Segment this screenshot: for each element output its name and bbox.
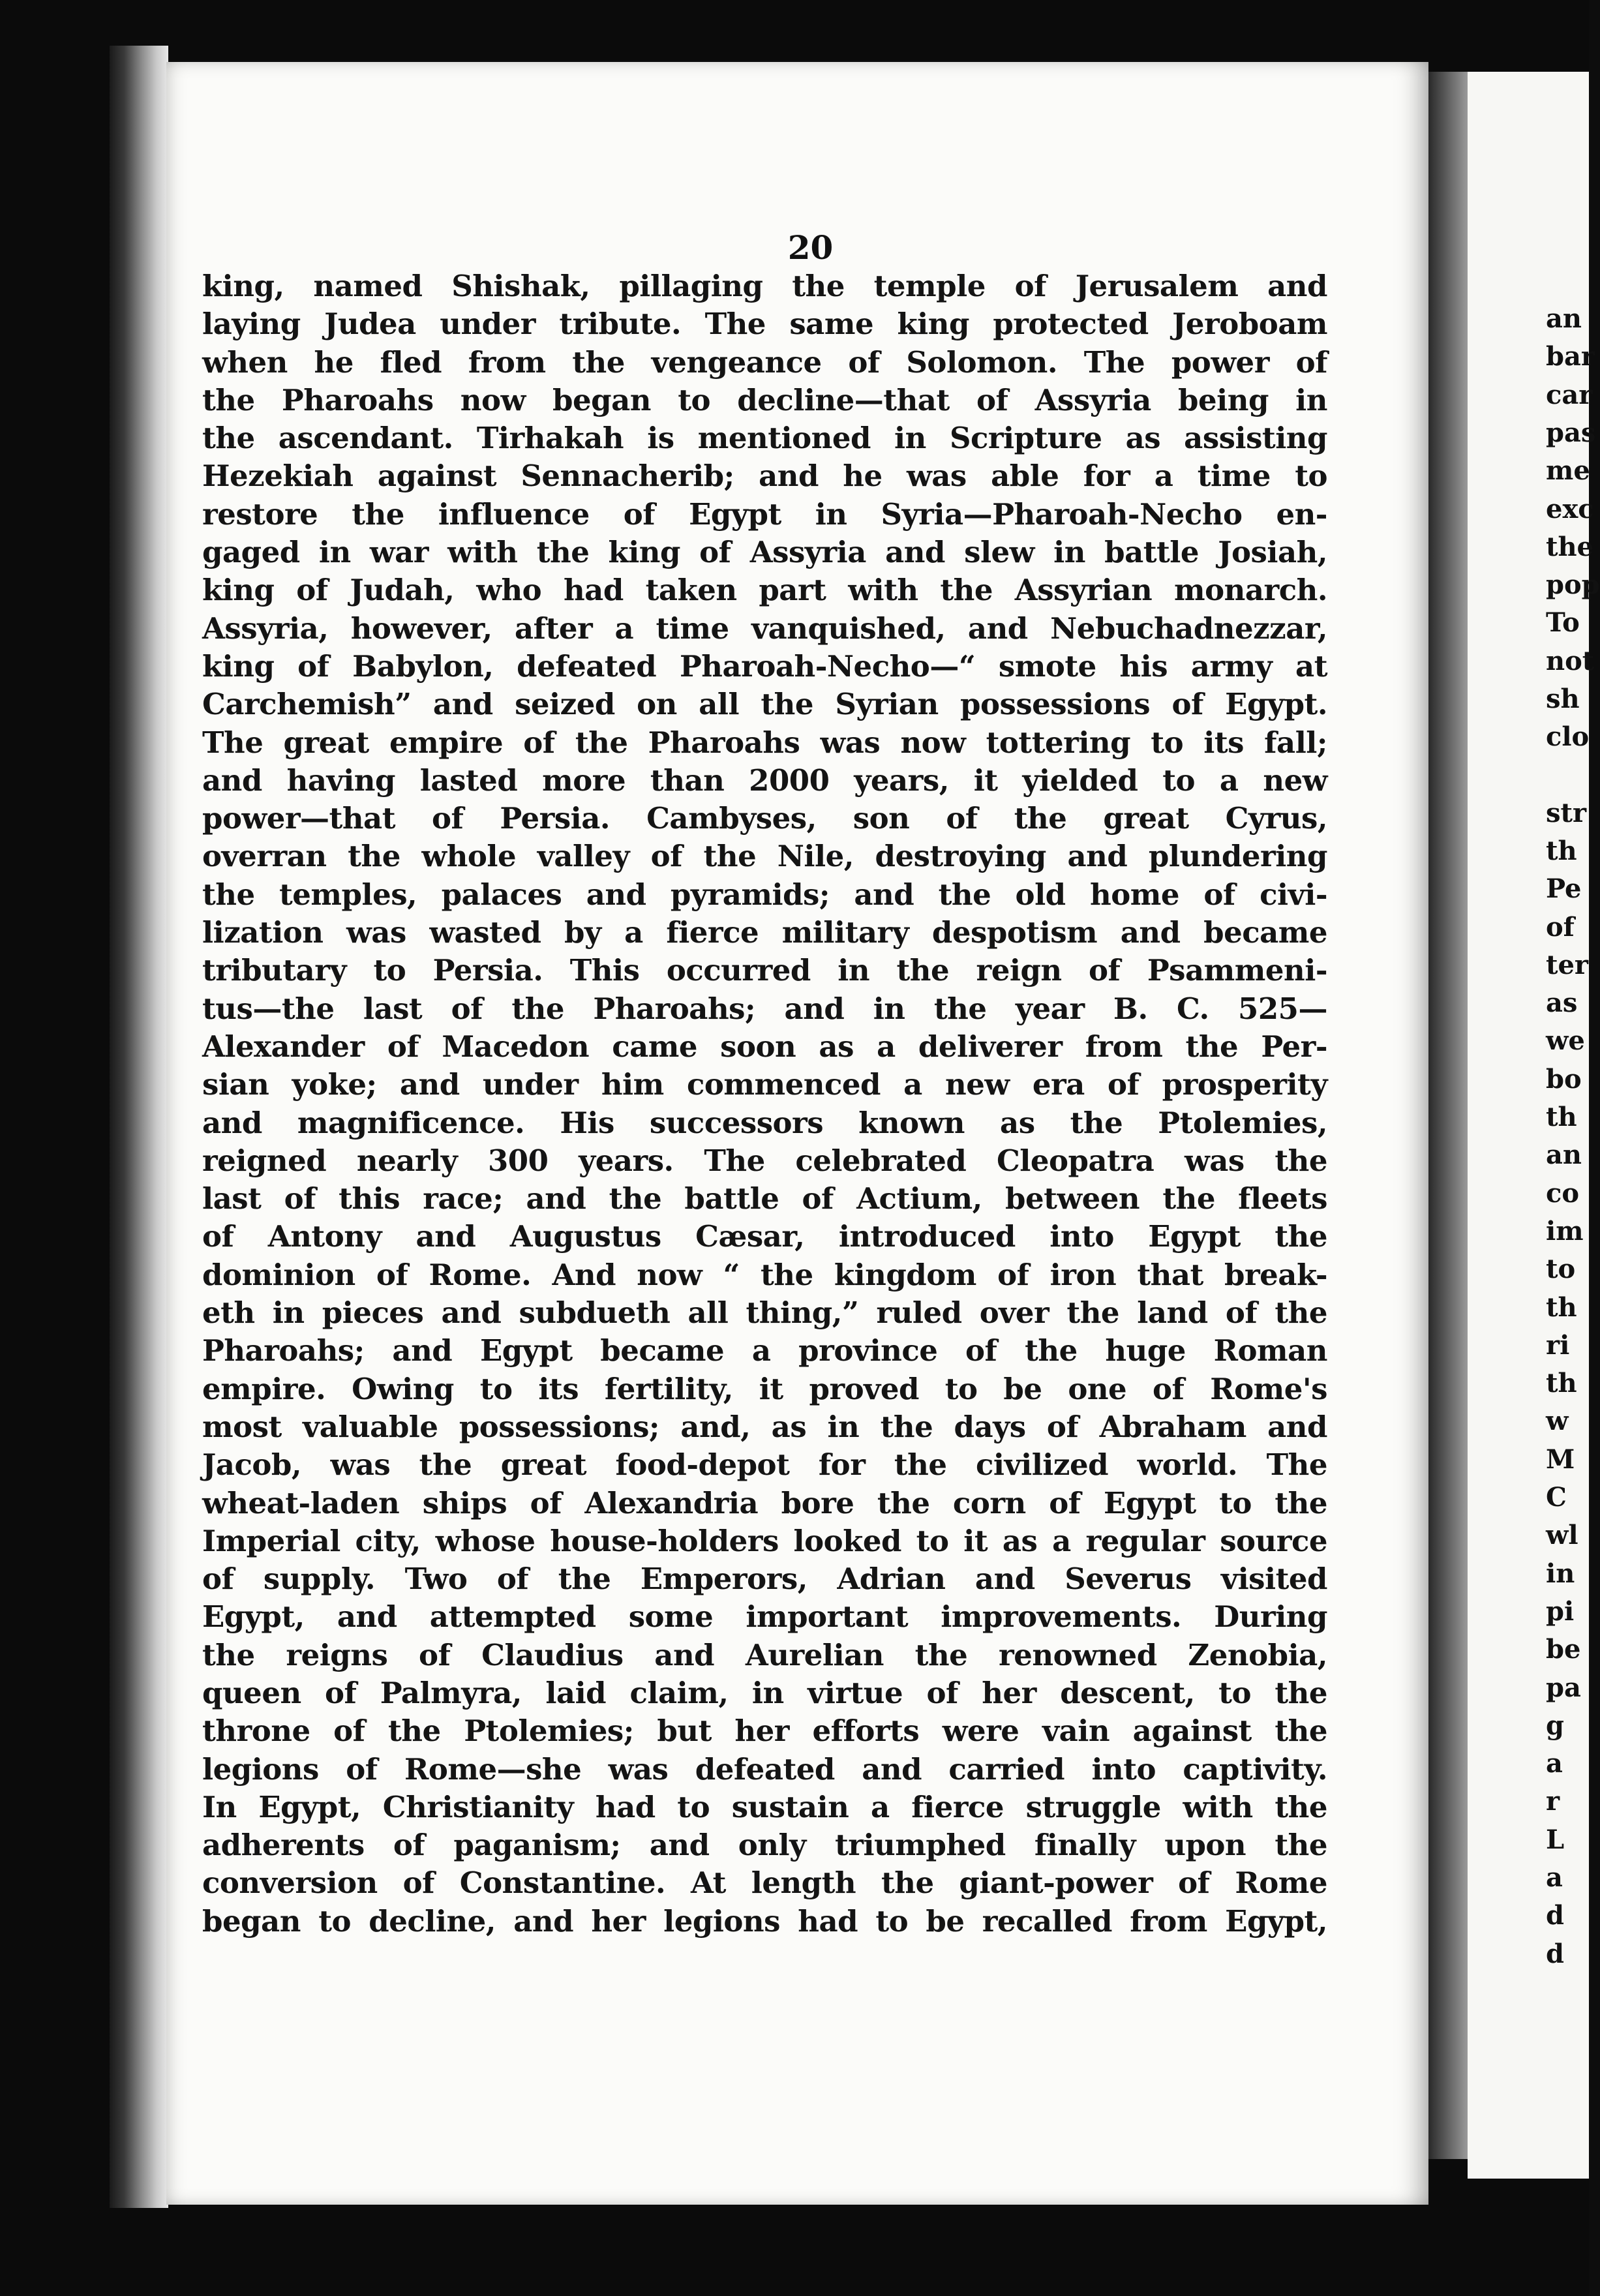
- facing-page-fragment: bar: [1546, 341, 1595, 372]
- text-line: Pharoahs; and Egypt became a province of the huge Roman: [202, 1333, 1327, 1368]
- facing-page-fragment: im: [1546, 1215, 1584, 1246]
- text-line: last of this race; and the battle of Actium, between the fleets: [202, 1181, 1327, 1216]
- facing-page-fragment: an: [1546, 303, 1582, 334]
- text-line: king of Babylon, defeated Pharoah-Necho—“ smote his army at: [202, 648, 1327, 684]
- text-line: Egypt, and attempted some important improvements. During: [202, 1599, 1327, 1635]
- facing-page-fragment: to: [1546, 1254, 1576, 1285]
- text-line: of supply. Two of the Emperors, Adrian and Severus visited: [202, 1562, 1327, 1597]
- text-line: king, named Shishak, pillaging the temple of Jerusalem and: [202, 269, 1327, 303]
- text-line: tus—the last of the Pharoahs; and in the year B. C. 525—: [202, 991, 1327, 1026]
- text-line: and magnificence. His successors known as the Ptolemies,: [202, 1105, 1327, 1140]
- facing-page-fragment: r: [1546, 1786, 1560, 1817]
- text-line: dominion of Rome. And now “ the kingdom of iron that break-: [202, 1257, 1327, 1292]
- facing-page-fragment: pop: [1546, 569, 1600, 601]
- text-line: the Pharoahs now began to decline—that of Assyria being in: [202, 382, 1327, 417]
- text-line: eth in pieces and subdueth all thing,” ruled over the land of the: [202, 1295, 1327, 1331]
- text-line: queen of Palmyra, laid claim, in virtue of her descent, to the: [202, 1675, 1327, 1710]
- facing-page-fragment: the: [1546, 531, 1594, 562]
- text-line: Carchemish” and seized on all the Syrian possessions of Egypt.: [202, 687, 1327, 722]
- text-line: reigned nearly 300 years. The celebrated Cleopatra was the: [202, 1143, 1327, 1178]
- facing-page-fragment: exc: [1546, 493, 1594, 524]
- text-line: and having lasted more than 2000 years, it yielded to a new: [202, 763, 1327, 798]
- text-line: Hezekiah against Sennacherib; and he was able for a time to: [202, 459, 1327, 494]
- facing-page-fragment: ter: [1546, 949, 1588, 980]
- text-line: sian yoke; and under him commenced a new era of prosperity: [202, 1067, 1327, 1102]
- text-line: laying Judea under tribute. The same king protected Jeroboam: [202, 307, 1327, 342]
- text-line: overran the whole valley of the Nile, destroying and plundering: [202, 839, 1327, 874]
- facing-page-fragment: th: [1546, 1102, 1577, 1132]
- facing-page-fragment: str: [1546, 797, 1587, 828]
- text-line: tributary to Persia. This occurred in the reign of Psammeni-: [202, 953, 1327, 988]
- facing-page-fragment: L: [1546, 1824, 1565, 1855]
- text-line: In Egypt, Christianity had to sustain a fierce struggle with the: [202, 1789, 1327, 1824]
- text-line: of Antony and Augustus Cæsar, introduced into Egypt the: [202, 1219, 1327, 1254]
- text-line: empire. Owing to its fertility, it proved to be one of Rome's: [202, 1371, 1327, 1406]
- facing-page-fragment: M: [1546, 1443, 1575, 1475]
- text-line: restore the influence of Egypt in Syria—Pharoah-Necho en-: [202, 496, 1327, 532]
- text-line: The great empire of the Pharoahs was now tottering to its fall;: [202, 725, 1327, 760]
- facing-page-fragment: an: [1546, 1140, 1582, 1171]
- facing-page-fragment: th: [1546, 835, 1577, 866]
- text-line: Assyria, however, after a time vanquished, and Nebuchadnezzar,: [202, 611, 1327, 646]
- facing-page-fragment: a: [1546, 1748, 1563, 1779]
- facing-page-fragment: we: [1546, 1025, 1585, 1057]
- facing-page-fragment: To: [1546, 607, 1580, 639]
- facing-page-fragment: me: [1546, 455, 1590, 487]
- facing-page-fragment: pas: [1546, 417, 1596, 448]
- facing-page-fragment: be: [1546, 1634, 1581, 1665]
- text-line: gaged in war with the king of Assyria and slew in battle Josiah,: [202, 535, 1327, 570]
- text-line: the temples, palaces and pyramids; and the old home of civi-: [202, 877, 1327, 912]
- facing-page-fragment: as: [1546, 988, 1578, 1019]
- text-line: Jacob, was the great food-depot for the civilized world. The: [202, 1447, 1327, 1483]
- text-line: when he fled from the vengeance of Solomon. The power of: [202, 344, 1327, 380]
- facing-page-fragment: g: [1546, 1710, 1564, 1741]
- facing-page-fragment: in: [1546, 1558, 1575, 1589]
- facing-page-fragment: co: [1546, 1177, 1580, 1209]
- facing-page-fragment: Pe: [1546, 873, 1582, 905]
- facing-page-fragment: sh: [1546, 684, 1580, 714]
- page-number: 20: [787, 228, 834, 267]
- text-line: power—that of Persia. Cambyses, son of the great Cyrus,: [202, 801, 1327, 836]
- text-line: the ascendant. Tirhakah is mentioned in Scripture as assisting: [202, 421, 1327, 456]
- facing-page-fragment: d: [1546, 1938, 1564, 1969]
- facing-page: [1468, 72, 1600, 2179]
- facing-page-fragment: pa: [1546, 1672, 1581, 1703]
- text-line: adherents of paganism; and only triumphed finally upon the: [202, 1828, 1327, 1863]
- facing-page-fragment: of: [1546, 911, 1575, 943]
- text-line: throne of the Ptolemies; but her efforts were vain against the: [202, 1714, 1327, 1749]
- text-line: Alexander of Macedon came soon as a deliverer from the Per-: [202, 1029, 1327, 1064]
- page-gutter: [1428, 72, 1468, 2159]
- text-line: Imperial city, whose house-holders looked to it as a regular source: [202, 1523, 1327, 1558]
- facing-page-fragment: not: [1546, 645, 1595, 676]
- text-line: the reigns of Claudius and Aurelian the renowned Zenobia,: [202, 1637, 1327, 1672]
- facing-page-fragment: C: [1546, 1482, 1567, 1513]
- text-line: began to decline, and her legions had to be recalled from Egypt,: [202, 1903, 1327, 1939]
- facing-page-fragment: a: [1546, 1862, 1563, 1893]
- page-edge: [110, 46, 168, 2208]
- facing-page-fragment: wl: [1546, 1520, 1578, 1551]
- facing-page-fragment: bo: [1546, 1063, 1582, 1095]
- text-line: legions of Rome—she was defeated and carried into captivity.: [202, 1751, 1327, 1787]
- text-line: king of Judah, who had taken part with the Assyrian monarch.: [202, 573, 1327, 608]
- facing-page-fragment: w: [1546, 1406, 1569, 1437]
- text-line: lization was wasted by a fierce military despotism and became: [202, 915, 1327, 950]
- text-line: most valuable possessions; and, as in the days of Abraham and: [202, 1409, 1327, 1444]
- facing-page-fragment: th: [1546, 1292, 1577, 1323]
- text-line: wheat-laden ships of Alexandria bore the corn of Egypt to the: [202, 1485, 1327, 1520]
- facing-page-fragment: th: [1546, 1368, 1577, 1399]
- facing-page-fragment: d: [1546, 1900, 1564, 1931]
- page-body-text: [202, 267, 1327, 1941]
- facing-page-fragment: ri: [1546, 1329, 1570, 1361]
- facing-page-fragment: clo: [1546, 721, 1590, 753]
- text-line: conversion of Constantine. At length the giant-power of Rome: [202, 1865, 1327, 1901]
- facing-page-fragment: car: [1546, 379, 1593, 410]
- facing-page-fragment: pi: [1546, 1595, 1575, 1627]
